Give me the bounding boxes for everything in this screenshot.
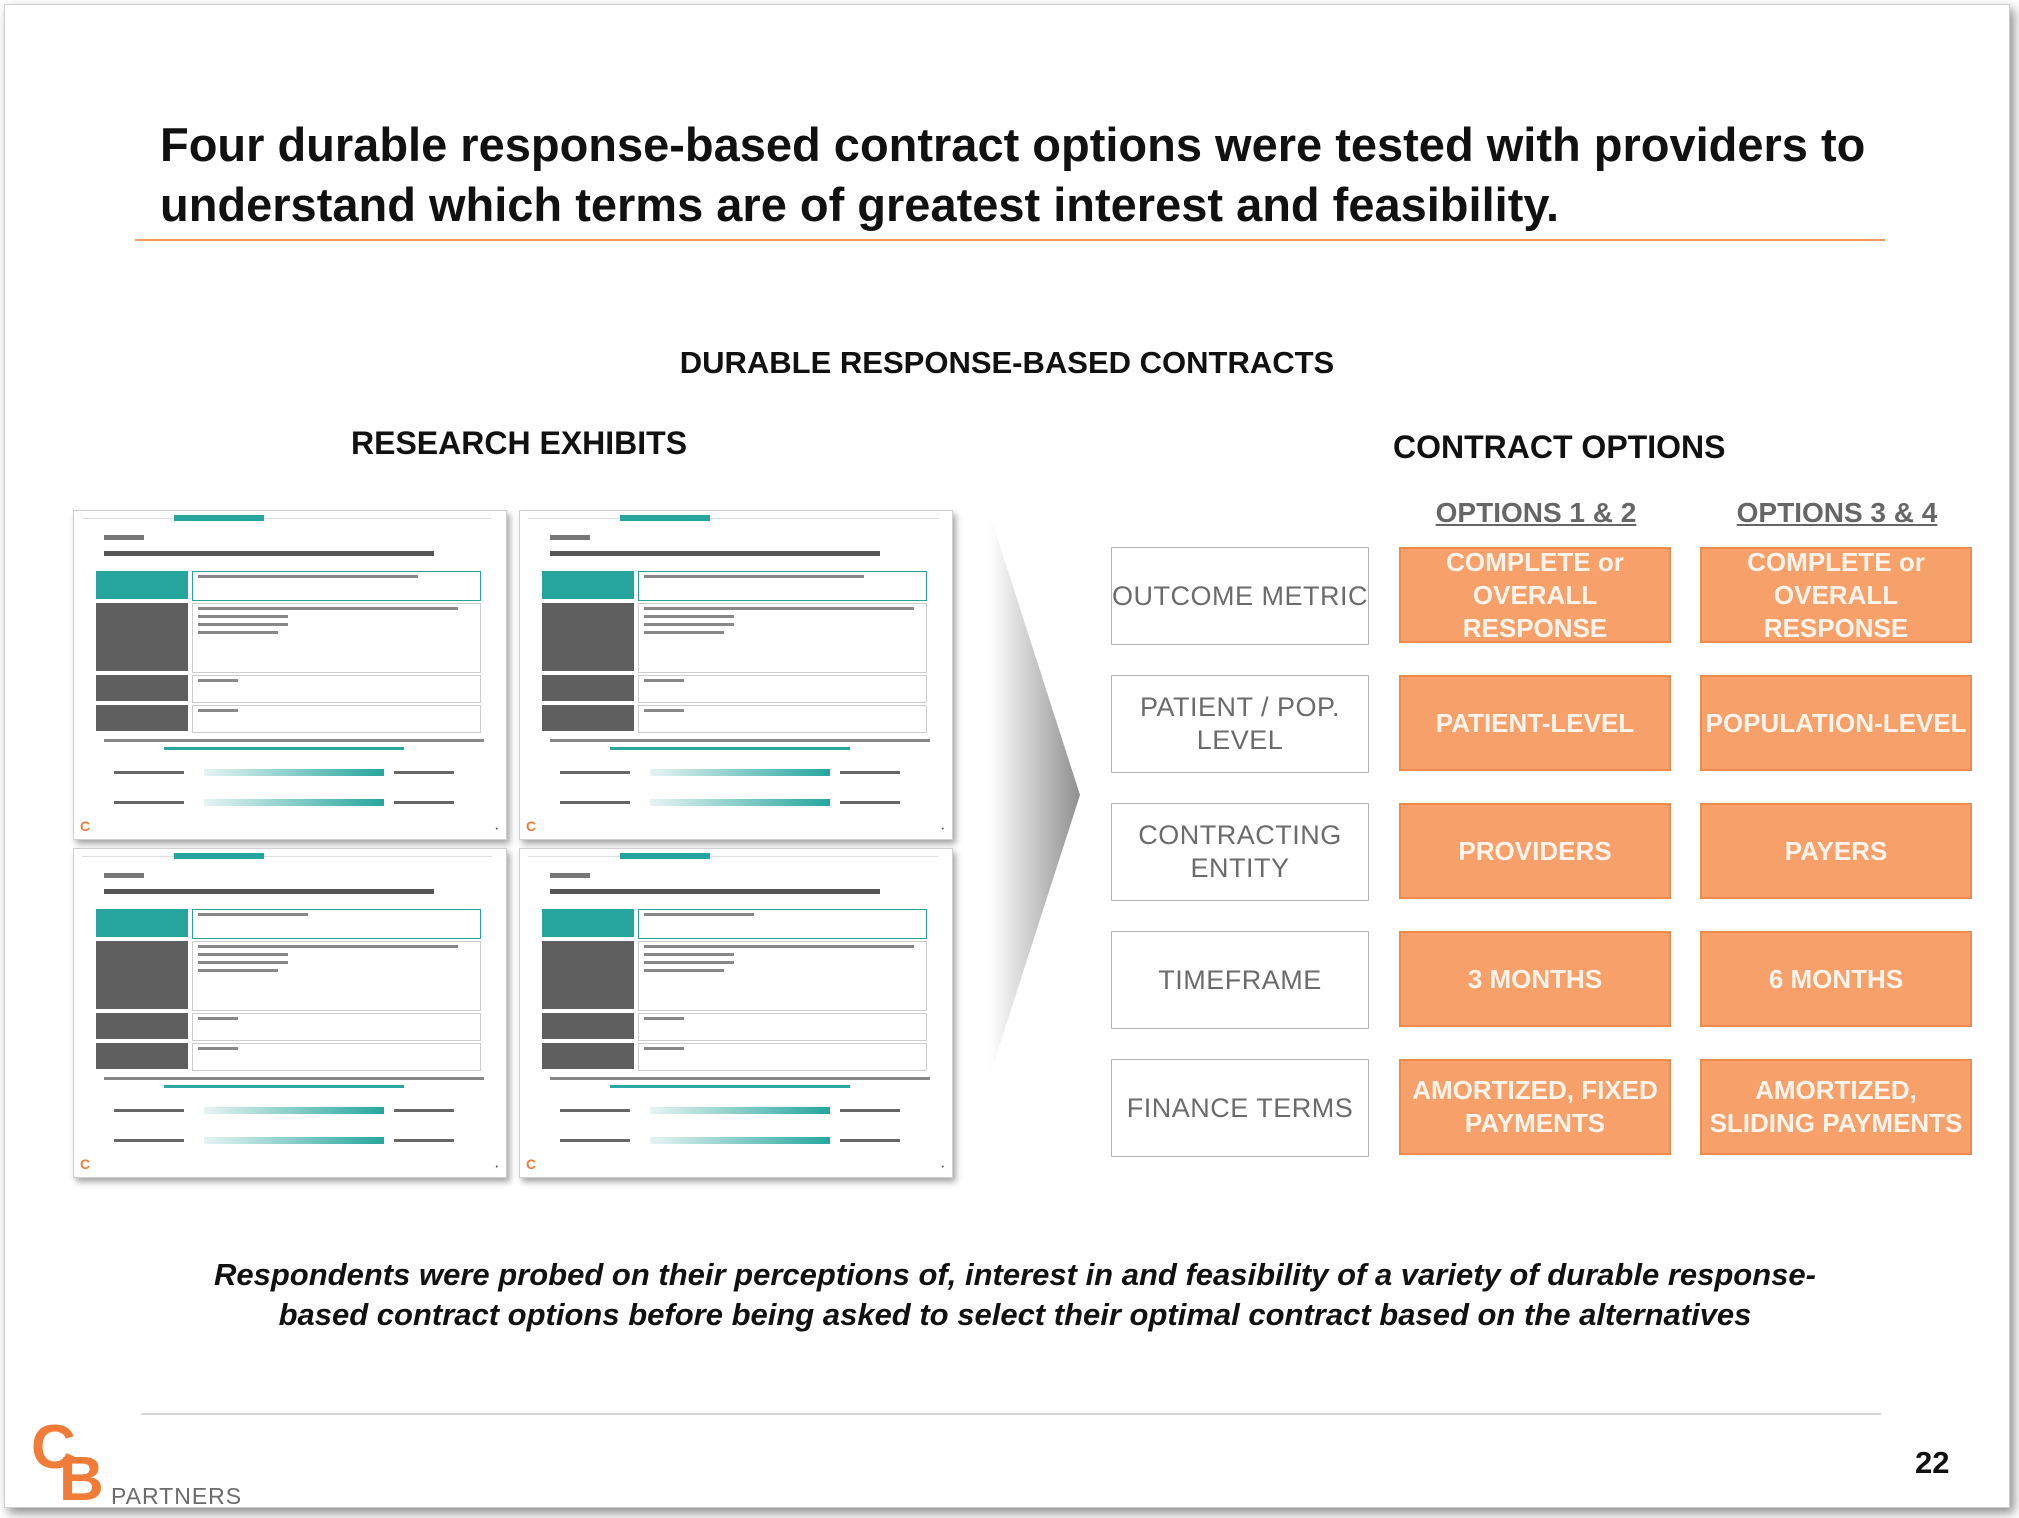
footer-divider — [141, 1413, 1881, 1415]
research-exhibit-thumbnails — [73, 510, 953, 1180]
option-cell: 3 MONTHS — [1399, 931, 1671, 1027]
logo-letter-b: B — [59, 1445, 104, 1514]
exhibit-thumbnail: C • — [73, 510, 507, 840]
category-outcome-metric: OUTCOME METRIC — [1111, 547, 1369, 645]
option-cell: COMPLETE or OVERALL RESPONSE — [1399, 547, 1671, 643]
research-exhibits-heading: RESEARCH EXHIBITS — [351, 425, 688, 461]
exhibit-thumbnail: C • — [73, 848, 507, 1178]
category-contracting-entity: CONTRACTING ENTITY — [1111, 803, 1369, 901]
options-1-2-header: OPTIONS 1 & 2 — [1435, 497, 1637, 528]
slide — [4, 4, 2010, 1514]
contract-options-heading: CONTRACT OPTIONS — [1393, 429, 1726, 465]
logo-letter-c: C — [31, 1413, 76, 1482]
section-heading-text: DURABLE RESPONSE-BASED CONTRACTS — [679, 345, 1335, 380]
chevron-arrow-icon — [990, 515, 1080, 1075]
footer-note: Respondents were probed on their perceptions of, interest in and feasibility of a variety of durable response-based contract options before being asked to select their optimal contract based on the alternatives — [214, 1257, 1816, 1332]
category-finance-terms: FINANCE TERMS — [1111, 1059, 1369, 1157]
category-patient-pop-level: PATIENT / POP. LEVEL — [1111, 675, 1369, 773]
option-cell: PATIENT-LEVEL — [1399, 675, 1671, 771]
option-cell: AMORTIZED, FIXED PAYMENTS — [1399, 1059, 1671, 1155]
option-cell: PROVIDERS — [1399, 803, 1671, 899]
option-cell: 6 MONTHS — [1700, 931, 1972, 1027]
category-timeframe: TIMEFRAME — [1111, 931, 1369, 1029]
exhibit-thumbnail: C • — [519, 848, 953, 1178]
options-3-4-header: OPTIONS 3 & 4 — [1736, 497, 1938, 528]
logo-wordmark: PARTNERS — [111, 1483, 243, 1509]
section-heading — [5, 345, 2009, 381]
option-cell: POPULATION-LEVEL — [1700, 675, 1972, 771]
slide-title: Four durable response-based contract options were tested with providers to understand which terms are of greatest interest and feasibility. — [160, 118, 1866, 231]
exhibit-thumbnail: C • — [519, 510, 953, 840]
option-cell: AMORTIZED, SLIDING PAYMENTS — [1700, 1059, 1972, 1155]
option-cell: PAYERS — [1700, 803, 1972, 899]
cb-partners-logo — [31, 1413, 271, 1514]
title-divider — [135, 239, 1885, 241]
page-number: 22 — [1915, 1445, 1950, 1480]
option-cell: COMPLETE or OVERALL RESPONSE — [1700, 547, 1972, 643]
